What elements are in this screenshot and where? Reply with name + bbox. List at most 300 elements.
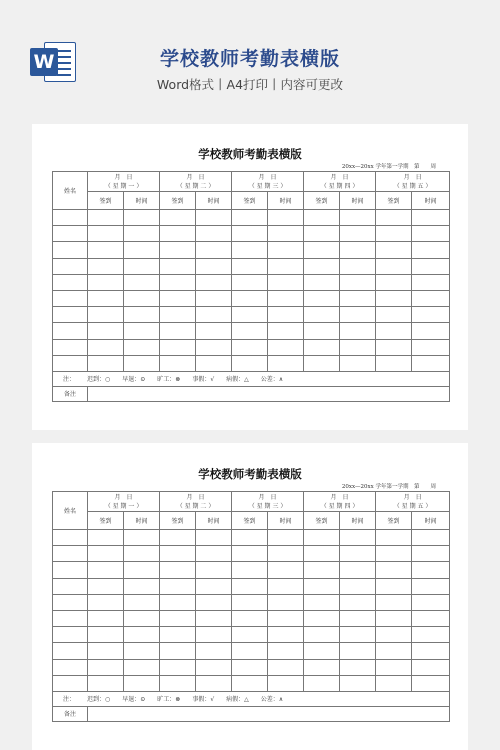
table-cell: [196, 242, 232, 258]
table-cell: [124, 226, 160, 242]
table-cell: [340, 562, 376, 578]
date-label: 月 日: [114, 493, 133, 501]
table-row: [53, 290, 450, 306]
table-cell: [53, 675, 88, 691]
table-cell: [412, 307, 450, 323]
table-row: [53, 323, 450, 339]
weekday-label: （ 星 期 四 ）: [320, 502, 359, 510]
sign-header: 签到: [232, 192, 268, 210]
table-cell: [124, 355, 160, 371]
table-cell: [124, 307, 160, 323]
table-cell: [53, 627, 88, 643]
table-cell: [124, 323, 160, 339]
table-cell: [268, 594, 304, 610]
table-cell: [160, 355, 196, 371]
table-cell: [232, 242, 268, 258]
table-cell: [268, 659, 304, 675]
day-header: [232, 172, 304, 192]
legend-item: 注：: [63, 376, 76, 384]
table-cell: [124, 578, 160, 594]
table-cell: [88, 307, 124, 323]
table-cell: [304, 627, 340, 643]
table-cell: [340, 323, 376, 339]
date-label: 月 日: [403, 493, 422, 501]
table-cell: [124, 258, 160, 274]
table-cell: [124, 210, 160, 226]
table-cell: [232, 643, 268, 659]
table-cell: [88, 659, 124, 675]
table-cell: [340, 643, 376, 659]
weekday-label: （ 星 期 一 ）: [104, 502, 143, 510]
table-cell: [160, 546, 196, 562]
table-cell: [160, 339, 196, 355]
table-cell: [232, 627, 268, 643]
document-preview-2: [32, 443, 468, 750]
table-cell: [268, 323, 304, 339]
legend-item: 迟到：○: [87, 696, 111, 704]
table-cell: [88, 258, 124, 274]
table-cell: [196, 290, 232, 306]
table-row: [53, 643, 450, 659]
table-cell: [232, 355, 268, 371]
table-cell: [412, 578, 450, 594]
table-cell: [340, 307, 376, 323]
table-cell: [160, 290, 196, 306]
weekday-label: （ 星 期 一 ）: [104, 182, 143, 190]
attendance-table: [52, 171, 450, 402]
date-label: 月 日: [114, 173, 133, 181]
weekday-label: （ 星 期 三 ）: [248, 182, 287, 190]
table-cell: [53, 339, 88, 355]
table-cell: [53, 578, 88, 594]
table-cell: [196, 594, 232, 610]
weekday-label: （ 星 期 四 ）: [320, 182, 359, 190]
time-header: 时间: [124, 512, 160, 530]
table-cell: [340, 274, 376, 290]
table-cell: [340, 339, 376, 355]
sheet-title: 学校教师考勤表横版: [198, 147, 302, 161]
table-cell: [88, 274, 124, 290]
table-cell: [88, 578, 124, 594]
table-cell: [88, 226, 124, 242]
table-cell: [412, 274, 450, 290]
table-cell: [88, 610, 124, 626]
table-cell: [53, 258, 88, 274]
table-cell: [340, 578, 376, 594]
table-cell: [88, 594, 124, 610]
table-cell: [376, 355, 412, 371]
table-row: [53, 307, 450, 323]
day-header: [88, 172, 160, 192]
table-cell: [160, 675, 196, 691]
table-cell: [232, 578, 268, 594]
table-cell: [53, 659, 88, 675]
table-cell: [196, 210, 232, 226]
table-cell: [376, 226, 412, 242]
table-cell: [232, 210, 268, 226]
name-header: 姓名: [53, 172, 88, 210]
table-cell: [196, 659, 232, 675]
table-cell: [304, 546, 340, 562]
table-cell: [196, 546, 232, 562]
legend-item: 病假：△: [226, 376, 249, 384]
table-cell: [232, 307, 268, 323]
table-cell: [160, 578, 196, 594]
table-cell: [53, 274, 88, 290]
table-cell: [304, 323, 340, 339]
table-cell: [196, 643, 232, 659]
time-header: 时间: [268, 512, 304, 530]
table-cell: [376, 562, 412, 578]
table-cell: [412, 627, 450, 643]
date-label: 月 日: [330, 493, 349, 501]
legend-item: 旷工：⊗: [157, 696, 181, 704]
weekday-label: （ 星 期 二 ）: [176, 182, 215, 190]
time-header: 时间: [412, 512, 450, 530]
table-cell: [196, 627, 232, 643]
table-cell: [268, 339, 304, 355]
table-cell: [232, 530, 268, 546]
table-cell: [88, 323, 124, 339]
table-cell: [53, 242, 88, 258]
table-cell: [376, 594, 412, 610]
table-cell: [412, 242, 450, 258]
remark-label: 备注: [53, 386, 88, 401]
table-cell: [304, 307, 340, 323]
table-cell: [412, 258, 450, 274]
time-header: 时间: [340, 192, 376, 210]
table-row: [53, 675, 450, 691]
table-row: [53, 594, 450, 610]
table-cell: [88, 643, 124, 659]
table-cell: [304, 242, 340, 258]
table-cell: [88, 355, 124, 371]
table-cell: [232, 258, 268, 274]
remark-cell: [88, 386, 450, 401]
word-badge: W: [30, 48, 58, 76]
table-cell: [88, 339, 124, 355]
sign-header: 签到: [160, 192, 196, 210]
remark-label: 备注: [53, 706, 88, 721]
table-cell: [196, 675, 232, 691]
table-cell: [196, 578, 232, 594]
table-cell: [304, 274, 340, 290]
day-header: [160, 172, 232, 192]
table-cell: [88, 627, 124, 643]
table-cell: [232, 339, 268, 355]
table-cell: [160, 530, 196, 546]
table-cell: [376, 610, 412, 626]
sign-header: 签到: [88, 512, 124, 530]
time-header: 时间: [196, 512, 232, 530]
table-cell: [304, 643, 340, 659]
table-cell: [376, 339, 412, 355]
table-cell: [412, 594, 450, 610]
table-cell: [88, 675, 124, 691]
sign-header: 签到: [88, 192, 124, 210]
table-cell: [340, 675, 376, 691]
table-cell: [268, 226, 304, 242]
table-cell: [124, 530, 160, 546]
table-cell: [88, 210, 124, 226]
table-row: [53, 530, 450, 546]
table-row: [53, 562, 450, 578]
sign-header: 签到: [376, 192, 412, 210]
table-row: [53, 355, 450, 371]
table-cell: [304, 210, 340, 226]
table-cell: [53, 643, 88, 659]
table-cell: [160, 307, 196, 323]
day-header: [232, 492, 304, 512]
table-cell: [196, 274, 232, 290]
table-cell: [412, 675, 450, 691]
table-cell: [53, 562, 88, 578]
table-cell: [376, 578, 412, 594]
time-header: 时间: [268, 192, 304, 210]
date-label: 月 日: [258, 173, 277, 181]
date-label: 月 日: [403, 173, 422, 181]
table-cell: [53, 355, 88, 371]
table-cell: [304, 530, 340, 546]
table-cell: [196, 258, 232, 274]
time-header: 时间: [340, 512, 376, 530]
table-cell: [268, 675, 304, 691]
table-cell: [196, 323, 232, 339]
table-cell: [268, 562, 304, 578]
table-cell: [196, 530, 232, 546]
table-cell: [304, 355, 340, 371]
document-preview-1: [32, 124, 468, 430]
table-cell: [232, 610, 268, 626]
table-cell: [376, 274, 412, 290]
table-cell: [196, 226, 232, 242]
day-header: [376, 492, 450, 512]
table-cell: [124, 562, 160, 578]
table-cell: [304, 290, 340, 306]
table-cell: [160, 210, 196, 226]
weekday-label: （ 星 期 二 ）: [176, 502, 215, 510]
table-cell: [160, 627, 196, 643]
table-cell: [232, 323, 268, 339]
table-cell: [124, 290, 160, 306]
table-cell: [196, 339, 232, 355]
table-cell: [412, 339, 450, 355]
table-cell: [124, 594, 160, 610]
table-cell: [340, 242, 376, 258]
table-cell: [160, 610, 196, 626]
day-header: [376, 172, 450, 192]
table-cell: [376, 627, 412, 643]
table-row: [53, 274, 450, 290]
term-line: 20xx—20xx 学年第一学期 第 周: [341, 484, 436, 490]
date-label: 月 日: [258, 493, 277, 501]
table-cell: [340, 226, 376, 242]
table-cell: [412, 290, 450, 306]
table-cell: [340, 210, 376, 226]
name-header: 姓名: [53, 492, 88, 530]
table-cell: [268, 610, 304, 626]
table-cell: [340, 355, 376, 371]
table-cell: [88, 562, 124, 578]
table-cell: [124, 274, 160, 290]
page-subtitle: Word格式丨A4打印丨内容可更改: [156, 77, 344, 92]
weekday-label: （ 星 期 三 ）: [248, 502, 287, 510]
table-cell: [376, 530, 412, 546]
table-cell: [412, 643, 450, 659]
table-cell: [196, 355, 232, 371]
table-cell: [160, 258, 196, 274]
table-cell: [268, 242, 304, 258]
table-cell: [412, 659, 450, 675]
term-line: 20xx—20xx 学年第一学期 第 周: [341, 164, 436, 170]
legend-item: 旷工：⊗: [157, 376, 181, 384]
table-cell: [53, 530, 88, 546]
table-cell: [304, 659, 340, 675]
table-cell: [88, 290, 124, 306]
table-cell: [412, 210, 450, 226]
legend-item: 病假：△: [226, 696, 249, 704]
table-row: [53, 610, 450, 626]
sign-header: 签到: [304, 192, 340, 210]
table-cell: [124, 610, 160, 626]
table-cell: [340, 290, 376, 306]
table-cell: [196, 307, 232, 323]
legend-item: 早退：⊙: [122, 376, 146, 384]
table-cell: [412, 562, 450, 578]
table-cell: [124, 339, 160, 355]
table-cell: [340, 627, 376, 643]
table-cell: [340, 659, 376, 675]
attendance-table: [52, 491, 450, 722]
table-cell: [376, 307, 412, 323]
table-cell: [412, 546, 450, 562]
table-cell: [53, 323, 88, 339]
table-cell: [160, 594, 196, 610]
sign-header: 签到: [160, 512, 196, 530]
table-cell: [268, 274, 304, 290]
table-cell: [232, 274, 268, 290]
table-cell: [232, 546, 268, 562]
table-cell: [304, 610, 340, 626]
table-cell: [376, 675, 412, 691]
table-cell: [376, 546, 412, 562]
table-cell: [304, 339, 340, 355]
table-cell: [304, 562, 340, 578]
table-cell: [124, 627, 160, 643]
table-cell: [376, 323, 412, 339]
table-cell: [412, 323, 450, 339]
table-cell: [376, 643, 412, 659]
legend-row: [53, 371, 450, 386]
table-cell: [53, 610, 88, 626]
table-cell: [124, 675, 160, 691]
table-cell: [53, 226, 88, 242]
table-cell: [412, 610, 450, 626]
table-cell: [88, 546, 124, 562]
table-cell: [160, 323, 196, 339]
table-cell: [340, 594, 376, 610]
table-cell: [268, 355, 304, 371]
table-cell: [88, 242, 124, 258]
table-cell: [340, 610, 376, 626]
table-cell: [412, 226, 450, 242]
table-cell: [268, 290, 304, 306]
table-cell: [268, 530, 304, 546]
table-cell: [196, 610, 232, 626]
table-row: [53, 339, 450, 355]
table-cell: [124, 659, 160, 675]
table-cell: [232, 594, 268, 610]
table-cell: [268, 546, 304, 562]
time-header: 时间: [412, 192, 450, 210]
weekday-label: （ 星 期 五 ）: [393, 502, 432, 510]
table-cell: [304, 675, 340, 691]
day-header: [160, 492, 232, 512]
table-cell: [53, 290, 88, 306]
table-cell: [196, 562, 232, 578]
table-cell: [376, 258, 412, 274]
remark-cell: [88, 706, 450, 721]
table-cell: [376, 290, 412, 306]
sign-header: 签到: [376, 512, 412, 530]
table-cell: [124, 242, 160, 258]
table-cell: [376, 242, 412, 258]
table-cell: [88, 530, 124, 546]
table-cell: [53, 210, 88, 226]
table-row: [53, 659, 450, 675]
table-row: [53, 242, 450, 258]
table-cell: [160, 562, 196, 578]
table-cell: [232, 226, 268, 242]
time-header: 时间: [196, 192, 232, 210]
table-cell: [268, 258, 304, 274]
date-label: 月 日: [186, 173, 205, 181]
table-cell: [53, 546, 88, 562]
table-cell: [124, 546, 160, 562]
day-header: [304, 172, 376, 192]
table-cell: [304, 226, 340, 242]
legend-item: 注：: [63, 696, 76, 704]
table-row: [53, 226, 450, 242]
legend-item: 公差：∧: [260, 376, 284, 384]
table-cell: [232, 659, 268, 675]
table-row: [53, 210, 450, 226]
table-cell: [124, 643, 160, 659]
date-label: 月 日: [330, 173, 349, 181]
table-row: [53, 258, 450, 274]
table-cell: [340, 258, 376, 274]
table-cell: [160, 659, 196, 675]
table-cell: [232, 290, 268, 306]
legend-item: 事假：√: [192, 376, 215, 384]
table-row: [53, 627, 450, 643]
table-cell: [412, 355, 450, 371]
day-header: [88, 492, 160, 512]
legend-item: 早退：⊙: [122, 696, 146, 704]
page-header: [0, 0, 500, 112]
table-cell: [376, 659, 412, 675]
page-title: 学校教师考勤表横版: [159, 48, 340, 70]
table-cell: [53, 307, 88, 323]
table-cell: [376, 210, 412, 226]
table-cell: [268, 307, 304, 323]
table-cell: [340, 530, 376, 546]
table-cell: [268, 578, 304, 594]
table-row: [53, 578, 450, 594]
table-cell: [304, 258, 340, 274]
legend-item: 事假：√: [192, 696, 215, 704]
table-row: [53, 546, 450, 562]
